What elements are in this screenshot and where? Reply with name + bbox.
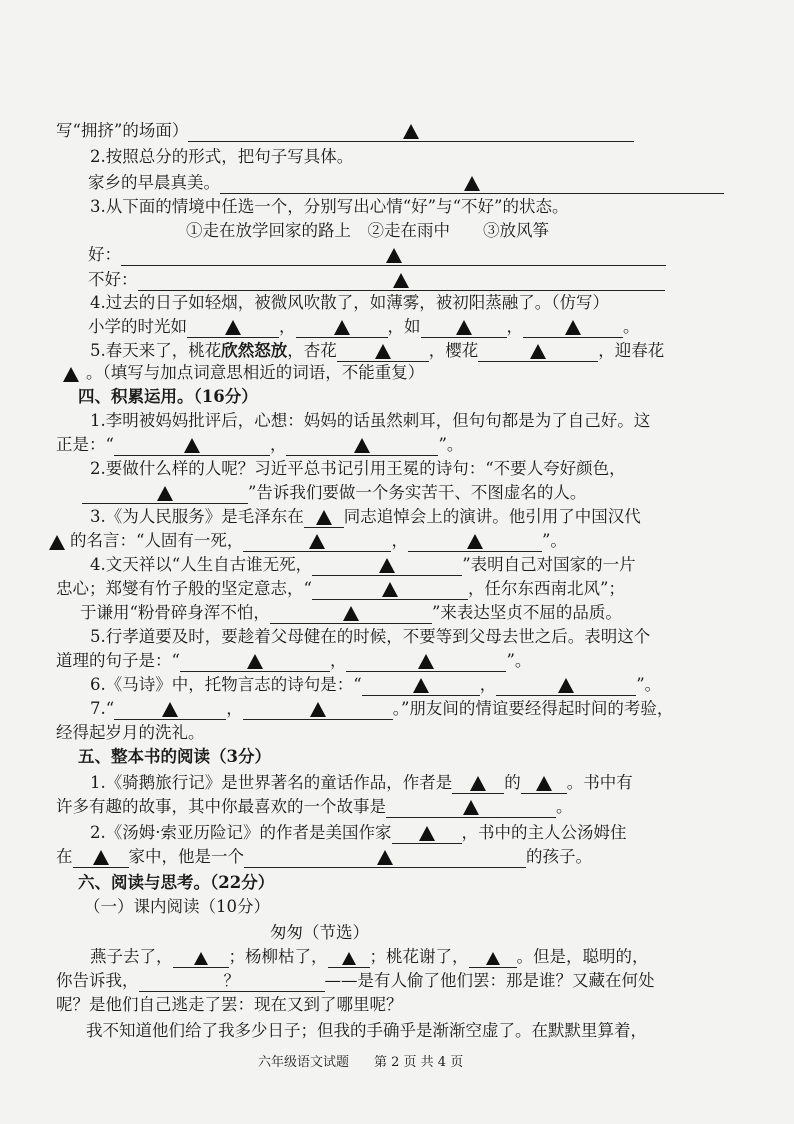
triangle-marker-icon [486, 952, 500, 965]
answer-blank[interactable] [386, 799, 556, 818]
triangle-marker-icon [316, 510, 332, 525]
answer-blank[interactable] [346, 653, 506, 672]
line-17: 的名言：“人固有一死， ， ”。 [44, 530, 567, 552]
triangle-marker-icon [393, 273, 409, 288]
line-23: 6.《马诗》中，托物言志的诗句是：“ ， ”。 [90, 675, 662, 694]
section-4-heading: 四、积累运用。（16分） [78, 387, 258, 406]
answer-blank[interactable] [243, 533, 391, 552]
answer-blank[interactable] [82, 485, 248, 504]
line-25: 经得起岁月的洗礼。 [56, 723, 205, 742]
answer-blank[interactable] [362, 677, 480, 696]
triangle-marker-icon [334, 320, 350, 335]
line-7-bad: 不好： [88, 269, 665, 291]
triangle-marker-icon [403, 124, 419, 139]
line-24: 7.“ ， 。”朋友间的情谊要经得起时间的考验， [90, 699, 674, 718]
triangle-marker-icon [184, 438, 200, 453]
answer-blank[interactable] [180, 653, 330, 672]
line-26: 1.《骑鹅旅行记》是世界著名的童话作品，作者是 的 。书中有 [90, 773, 633, 792]
line-22: 道理的句子是：“ ， ”。 [56, 651, 532, 670]
answer-blank[interactable] [337, 343, 429, 362]
line-5-options: ①走在放学回家的路上 ②走在雨中 ③放风筝 [186, 221, 549, 240]
answer-blank[interactable] [328, 949, 370, 968]
line-9: 小学的时光如 ， ，如 ， 。 [88, 317, 640, 336]
answer-blank[interactable] [392, 825, 462, 844]
answer-blank[interactable] [244, 849, 526, 868]
line-20: 于谦用“粉骨碎身浑不怕， ”来表达坚贞不屈的品质。 [80, 603, 622, 622]
answer-blank[interactable] [408, 533, 542, 552]
triangle-marker-icon [162, 702, 178, 717]
answer-blank[interactable] [114, 437, 270, 456]
line-11: 。（填写与加点词意思相近的词语，不能重复） [56, 362, 424, 384]
answer-blank[interactable] [138, 272, 665, 291]
triangle-marker-icon [413, 678, 429, 693]
triangle-marker-icon [377, 850, 393, 865]
line-21: 5.行孝道要及时，要趁着父母健在的时候，不要等到父母去世之后。表明这个 [90, 627, 651, 646]
triangle-marker-icon [343, 606, 359, 621]
answer-blank[interactable] [521, 775, 567, 794]
line-35: 我不知道他们给了我多少日子；但我的手确乎是渐渐空虚了。在默默里算着， [86, 1021, 647, 1040]
line-3: 家乡的早晨真美。 [88, 172, 724, 194]
triangle-marker-icon [247, 654, 263, 669]
triangle-marker-icon [463, 800, 479, 815]
line-29: 在 家中，他是一个 的孩子。 [56, 847, 592, 866]
line-8: 4.过去的日子如轻烟，被微风吹散了，如薄雾，被初阳蒸融了。（仿写） [90, 293, 609, 312]
line-30: （一）课内阅读（10分） [84, 897, 270, 916]
answer-blank[interactable] [56, 366, 86, 384]
triangle-marker-icon [565, 320, 581, 335]
answer-blank[interactable] [44, 534, 70, 552]
passage-title: 匆匆（节选） [270, 923, 369, 942]
answer-blank[interactable] [421, 319, 507, 338]
line-13: 正是：“ ， ”。 [56, 435, 464, 454]
answer-blank[interactable] [73, 849, 129, 868]
triangle-marker-icon [379, 558, 395, 573]
answer-blank[interactable] [173, 949, 229, 968]
answer-blank[interactable] [496, 677, 636, 696]
triangle-marker-icon [310, 702, 326, 717]
answer-blank[interactable] [187, 319, 279, 338]
answer-blank[interactable] [296, 319, 388, 338]
triangle-marker-icon [456, 320, 472, 335]
answer-blank[interactable] [139, 973, 325, 992]
section-6-heading: 六、阅读与思考。（22分） [78, 873, 275, 892]
answer-blank[interactable] [312, 581, 468, 600]
answer-blank[interactable] [478, 343, 598, 362]
answer-blank[interactable] [270, 605, 432, 624]
triangle-marker-icon [464, 176, 480, 191]
triangle-marker-icon [558, 678, 574, 693]
line-19: 忠心；郑燮有竹子般的坚定意志，“ ，任尔东西南北风”； [56, 579, 625, 598]
triangle-marker-icon [418, 654, 434, 669]
line-1: 写“拥挤”的场面） [56, 120, 634, 142]
triangle-marker-icon [375, 344, 391, 359]
answer-blank[interactable] [469, 949, 517, 968]
triangle-marker-icon [386, 248, 402, 263]
triangle-marker-icon [419, 826, 435, 841]
section-5-heading: 五、整本书的阅读（3分） [78, 747, 271, 766]
answer-blank[interactable] [286, 437, 438, 456]
line-28: 2.《汤姆·索亚历险记》的作者是美国作家 ，书中的主人公汤姆住 [90, 823, 627, 842]
triangle-marker-icon [93, 850, 109, 865]
triangle-marker-icon [470, 776, 486, 791]
line-18: 4.文天祥以“人生自古谁无死， ”表明自己对国家的一片 [90, 555, 636, 574]
triangle-marker-icon [536, 776, 552, 791]
question-mark: ？ [223, 971, 240, 990]
line-10: 5.春天来了，桃花欣然怒放，杏花 ，樱花 ，迎春花 [90, 341, 665, 360]
line-4: 3.从下面的情境中任选一个，分别写出心情“好”与“不好”的状态。 [90, 197, 569, 216]
line-14: 2.要做什么样的人呢？习近平总书记引用王冕的诗句：“不要人夸好颜色， [90, 459, 626, 478]
triangle-marker-icon [467, 534, 483, 549]
dotted-word: 欣然怒放 [221, 341, 288, 360]
line-27: 许多有趣的故事，其中你最喜欢的一个故事是 。 [56, 797, 573, 816]
line-2: 2.按照总分的形式，把句子写具体。 [90, 147, 354, 166]
triangle-marker-icon [194, 952, 208, 965]
line-15: ”告诉我们要做一个务实苦干、不图虚名的人。 [82, 482, 586, 504]
answer-blank[interactable] [523, 319, 623, 338]
triangle-marker-icon [342, 952, 356, 965]
triangle-marker-icon [382, 582, 398, 597]
answer-blank[interactable] [304, 509, 344, 528]
line-12: 1.李明被妈妈批评后，心想：妈妈的话虽然刺耳，但句句都是为了自己好。这 [90, 411, 651, 430]
triangle-marker-icon [309, 534, 325, 549]
triangle-marker-icon [49, 535, 65, 550]
footer-title: 六年级语文试题 [258, 1055, 350, 1070]
footer-page-number: 第 2 页 共 4 页 [374, 1055, 464, 1070]
answer-blank[interactable] [452, 775, 504, 794]
triangle-marker-icon [63, 367, 79, 382]
line-34: 呢？是他们自己逃走了罢：现在又到了哪里呢？ [56, 995, 403, 1014]
answer-blank[interactable] [114, 701, 226, 720]
line-6-good: 好： [88, 244, 666, 266]
line-16: 3.《为人民服务》是毛泽东在 同志追悼会上的演讲。他引用了中国汉代 [90, 507, 641, 526]
triangle-marker-icon [354, 438, 370, 453]
answer-blank[interactable] [121, 247, 666, 266]
answer-blank[interactable] [243, 701, 393, 720]
triangle-marker-icon [225, 320, 241, 335]
line-32: 燕子去了， ；杨柳枯了， ；桃花谢了， 。但是，聪明的， [90, 947, 649, 966]
answer-blank[interactable] [220, 175, 724, 194]
triangle-marker-icon [157, 486, 173, 501]
triangle-marker-icon [530, 344, 546, 359]
answer-blank[interactable] [188, 123, 634, 142]
answer-blank[interactable] [312, 557, 462, 576]
line-33: 你告诉我， ？ ——是有人偷了他们罢：那是谁？又藏在何处 [56, 971, 655, 990]
